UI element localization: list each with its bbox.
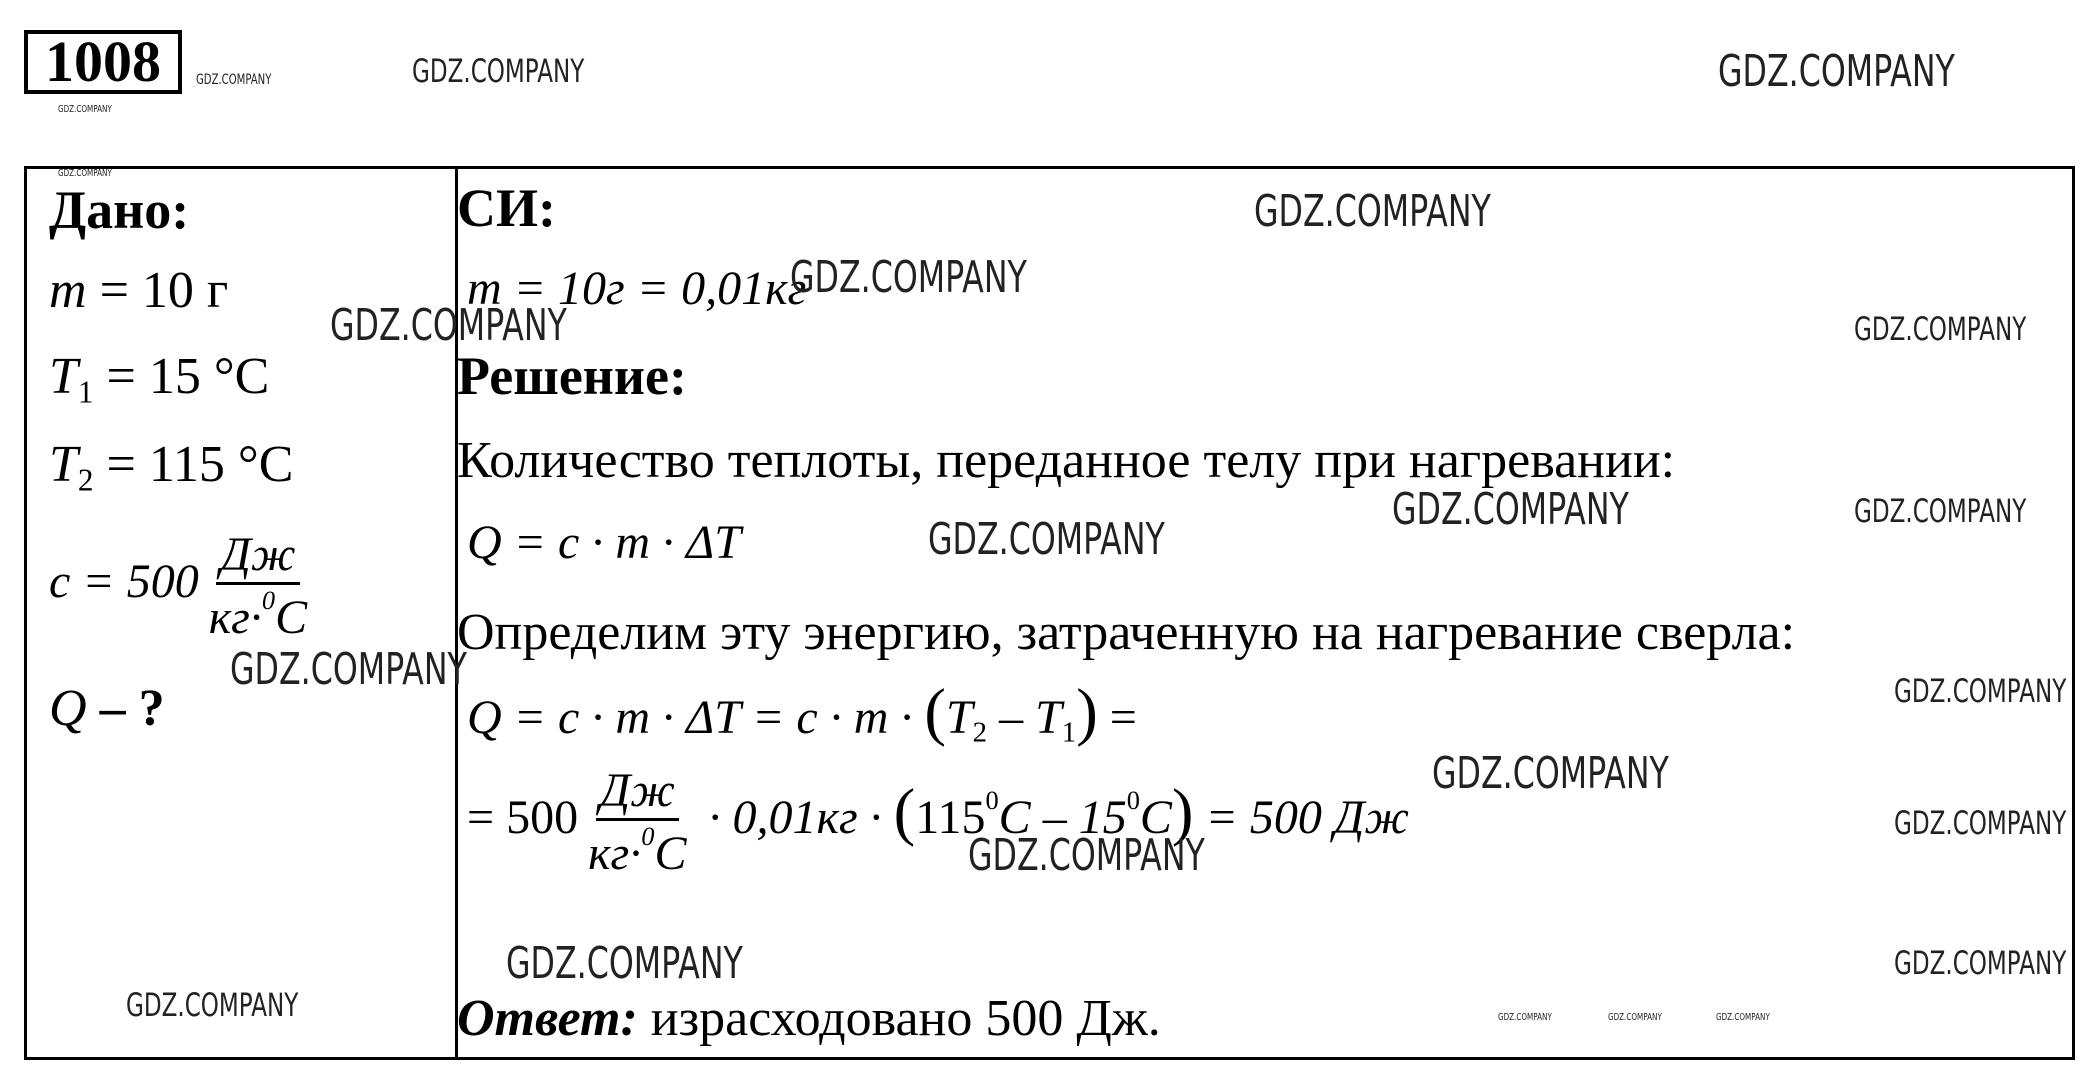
find-symbol: Q [49,680,87,737]
si-line: m = 10г = 0,01кг [467,262,807,315]
c-numerator: Дж [216,527,299,585]
formula-3-b: C – 15 [998,790,1127,844]
watermark: GDZ.COMPANY [196,72,272,88]
formula-2 [467,675,1137,750]
watermark: GDZ.COMPANY [330,300,567,351]
paren-close: ) [1076,676,1098,748]
answer-text: израсходовано 500 Дж. [637,990,1161,1047]
solution-text-2: Определим эту энергию, затраченную на нагревание сверла: [457,604,1796,661]
paren-open-2: ( [893,775,916,848]
formula-1: Q = c · m · ΔT [467,516,741,569]
t1-symbol: T [49,348,78,405]
given-find [49,679,165,738]
formula-3-a: 115 [915,790,986,844]
problem-number: 1008 [24,30,182,94]
formula-3-lhs: = 500 [467,790,579,844]
given-t2 [49,435,293,498]
t2-symbol: T [49,436,78,493]
formula-2-t2: T [945,691,973,744]
formula-3-b-sup: 0 [1126,785,1140,816]
formula-3-numerator: Дж [596,763,679,821]
watermark: GDZ.COMPANY [1254,186,1491,237]
t1-subscript: 1 [77,374,94,410]
mass-symbol: m [49,262,87,319]
formula-3-fraction [584,763,690,881]
answer-label: Ответ: [457,990,638,1047]
c-den-a: кг· [208,590,262,644]
watermark: GDZ.COMPANY [1392,484,1629,535]
watermark: GDZ.COMPANY [1718,46,1955,97]
watermark: GDZ.COMPANY [968,830,1205,881]
c-den-b: C [275,590,308,644]
given-c [49,527,317,645]
c-fraction [205,527,311,645]
formula-2-t1-sub: 1 [1061,716,1077,749]
paren-open: ( [924,676,946,748]
t2-subscript: 2 [77,462,94,498]
c-den-sup: 0 [261,585,276,615]
c-denominator [205,585,311,645]
formula-2-t1: T [1035,691,1062,744]
watermark: GDZ.COMPANY [1716,1012,1770,1023]
solution-text-1: Количество теплоты, переданное телу при нагревании: [457,432,1676,489]
watermark: GDZ.COMPANY [58,168,112,179]
given-mass [49,261,228,320]
watermark: GDZ.COMPANY [1894,804,2067,842]
solution-heading: Решение: [457,346,687,406]
watermark: GDZ.COMPANY [1608,1012,1662,1023]
given-t1 [49,347,269,410]
t2-value: = 115 °C [93,436,294,493]
formula-3-den-a: кг· [588,826,642,880]
watermark: GDZ.COMPANY [230,644,467,695]
formula-3 [467,763,1409,881]
c-lhs: c = 500 [49,554,199,608]
formula-3-a-sup: 0 [985,785,999,816]
watermark: GDZ.COMPANY [790,252,1027,303]
given-heading: Дано: [49,180,190,240]
formula-2-t2-sub: 2 [972,716,988,749]
watermark: GDZ.COMPANY [928,514,1165,565]
formula-2-start: Q = c · m · ΔT = c · m · [467,691,925,744]
answer-line [457,989,1161,1048]
formula-3-c: C [1139,790,1172,844]
formula-2-minus: – [987,691,1036,744]
t1-value: = 15 °C [93,348,270,405]
watermark: GDZ.COMPANY [1432,748,1669,799]
find-question: – ? [86,680,165,737]
mass-value: = 10 г [86,262,229,319]
watermark: GDZ.COMPANY [1498,1012,1552,1023]
formula-3-denominator [584,821,690,881]
formula-3-result: = 500 Дж [1193,790,1410,844]
watermark: GDZ.COMPANY [506,938,743,989]
watermark: GDZ.COMPANY [412,52,585,90]
watermark: GDZ.COMPANY [126,986,299,1024]
formula-3-den-b: C [654,826,687,880]
watermark: GDZ.COMPANY [1894,944,2067,982]
si-heading: СИ: [457,178,556,238]
paren-close-2: ) [1171,775,1194,848]
watermark: GDZ.COMPANY [58,104,112,115]
formula-3-den-sup: 0 [641,821,655,851]
watermark: GDZ.COMPANY [1894,672,2067,710]
watermark: GDZ.COMPANY [1854,310,2027,348]
formula-3-mid: · 0,01кг · [696,790,894,844]
formula-2-end: = [1097,691,1137,744]
watermark: GDZ.COMPANY [1854,492,2027,530]
